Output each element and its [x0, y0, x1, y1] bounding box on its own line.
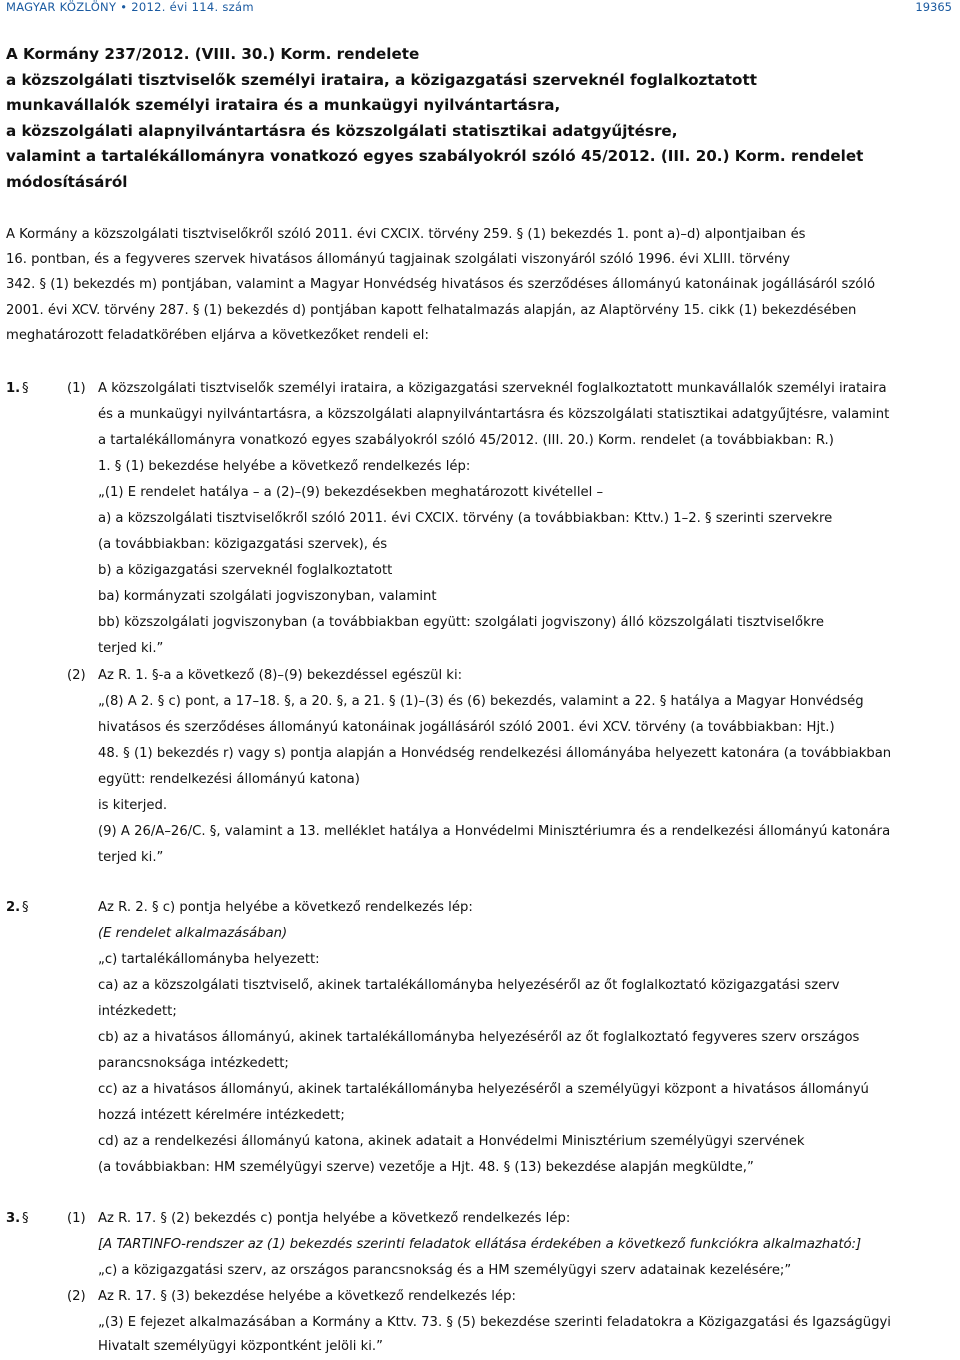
text-line: „(1) E rendelet hatálya – a (2)–(9) bekezdésekben meghatározott kivétellel – [98, 485, 604, 500]
text-line: [A TARTINFO-rendszer az (1) bekezdés szerinti feladatok ellátása érdekében a következő funkciókra alkalmazható:] [98, 1237, 862, 1252]
text-line: cd) az a rendelkezési állományú katona, akinek adatait a Honvédelmi Minisztérium személyügyi szervének [98, 1134, 805, 1149]
text-line: „(8) A 2. § c) pont, a 17–18. §, a 20. §, a 21. § (1)–(3) és (6) bekezdés, valamint a 22. § hatálya a Magyar Honvédség [98, 694, 864, 709]
title-line: a közszolgálati tisztviselők személyi irataira, a közigazgatási szerveknél foglalkoztatott [6, 70, 757, 89]
text-line: ca) az a közszolgálati tisztviselő, akinek tartalékállományba helyezéséről az őt foglalkoztató közigazgatási szerv [98, 978, 840, 993]
text-line: „(3) E fejezet alkalmazásában a Kormány a Kttv. 73. § (5) bekezdése szerinti feladatokra a Közigazgatási és Igazságügyi [98, 1315, 891, 1330]
section-sign: § [22, 900, 29, 915]
section-3 [6, 1206, 956, 1356]
text-line: cb) az a hivatásos állományú, akinek tartalékállományba helyezéséről az őt foglalkoztató fegyveres szerv országos [98, 1030, 860, 1045]
text-line: is kiterjed. [98, 798, 168, 813]
paragraph-label: (1) [67, 381, 86, 396]
text-line: „c) a közigazgatási szerv, az országos parancsnokság és a HM személyügyi szerv adatainak kezelésére;” [98, 1263, 792, 1278]
section-sign: § [22, 381, 29, 396]
section-number: 2. [6, 900, 21, 915]
text-line: Az R. 1. §-a a következő (8)–(9) bekezdéssel egészül ki: [98, 668, 463, 683]
text-line: (9) A 26/A–26/C. §, valamint a 13. melléklet hatálya a Honvédelmi Minisztériumra és a rendelkezési állományú katonára [98, 824, 891, 839]
text-line: (E rendelet alkalmazásában) [98, 926, 288, 941]
text-line: Az R. 17. § (3) bekezdése helyébe a következő rendelkezés lép: [98, 1289, 516, 1304]
text-line: hivatásos és szerződéses állományú katonáinak jogállásáról szóló 2001. évi XCV. törvény (a továbbiakban: Hjt.) [98, 720, 835, 735]
preamble-line: A Kormány a közszolgálati tisztviselőkről szóló 2011. évi CXCIX. törvény 259. § (1) bekezdés 1. pont a)–d) alpontjaiban és [6, 227, 806, 242]
text-line: b) a közigazgatási szerveknél foglalkoztatott [98, 563, 393, 578]
title-line: módosításáról [6, 172, 128, 191]
text-line: a tartalékállományra vonatkozó egyes szabályokról szóló 45/2012. (III. 20.) Korm. rendelet (a továbbiakban: R.) [98, 433, 834, 448]
page-number: 19365 [915, 0, 952, 14]
publication-title: MAGYAR KÖZLÖNY • 2012. évi 114. szám [6, 0, 254, 14]
text-line: (a továbbiakban: HM személyügyi szerve) vezetője a Hjt. 48. § (13) bekezdése alapján megküldte,” [98, 1160, 754, 1175]
text-line: bb) közszolgálati jogviszonyban (a továbbiakban együtt: szolgálati jogviszony) álló közszolgálati tisztviselőkre [98, 615, 824, 630]
section-number: 3. [6, 1211, 21, 1226]
title-line: a közszolgálati alapnyilvántartásra és közszolgálati statisztikai adatgyűjtésre, [6, 121, 678, 140]
section-number: 1. [6, 381, 21, 396]
text-line: intézkedett; [98, 1004, 177, 1019]
text-line: 48. § (1) bekezdés r) vagy s) pontja alapján a Honvédség rendelkezési állományába helyezett katonára (a továbbiakban [98, 746, 892, 761]
text-line: ba) kormányzati szolgálati jogviszonyban, valamint [98, 589, 437, 604]
section-2 [6, 895, 956, 1185]
text-line: hozzá intézett kérelmére intézkedett; [98, 1108, 345, 1123]
preamble-line: 2001. évi XCV. törvény 287. § (1) bekezdés d) pontjában kapott felhatalmazás alapján, az Alaptörvény 15. cikk (1) bekezdésében [6, 302, 857, 318]
decree-title [6, 42, 956, 196]
preamble-line: 16. pontban, és a fegyveres szervek hivatásos állományú tagjainak szolgálati viszonyáról szóló 1996. évi XLIII. törvény [6, 252, 791, 268]
text-line: terjed ki.” [98, 641, 164, 656]
text-line: Hivatalt személyügyi központként jelöli ki.” [98, 1339, 383, 1354]
text-line: és a munkaügyi nyilvántartásra, a közszolgálati alapnyilvántartásra és közszolgálati statisztikai adatgyűjtésre, valamint [98, 407, 890, 422]
preamble-line: 342. § (1) bekezdés m) pontjában, valamint a Magyar Honvédség hivatásos és szerződéses állományú katonáinak jogállásáról szóló [6, 277, 876, 293]
text-line: „c) tartalékállományba helyezett: [98, 952, 320, 967]
title-line: munkavállalók személyi irataira és a munkaügyi nyilvántartásra, [6, 96, 561, 115]
text-line: (a továbbiakban: közigazgatási szervek), és [98, 537, 388, 552]
text-line: terjed ki.” [98, 850, 164, 865]
paragraph-label: (2) [67, 668, 86, 683]
text-line: együtt: rendelkezési állományú katona) [98, 772, 360, 787]
text-line: Az R. 17. § (2) bekezdés c) pontja helyébe a következő rendelkezés lép: [98, 1211, 571, 1226]
text-line: a) a közszolgálati tisztviselőkről szóló 2011. évi CXCIX. törvény (a továbbiakban: Kttv.) 1–2. § szerinti szervekre [98, 511, 833, 526]
text-line: cc) az a hivatásos állományú, akinek tartalékállományba helyezéséről a személyügyi központ a hivatásos állományú [98, 1082, 869, 1097]
preamble-line: meghatározott feladatkörében eljárva a következőket rendeli el: [6, 327, 429, 343]
text-line: A közszolgálati tisztviselők személyi irataira, a közigazgatási szerveknél foglalkoztatott munkavállalók személyi irataira [98, 381, 887, 396]
text-line: parancsnoksága intézkedett; [98, 1056, 289, 1071]
section-1 [6, 376, 956, 866]
title-line: valamint a tartalékállományra vonatkozó egyes szabályokról szóló 45/2012. (III. 20.) Korm. rendelet [6, 147, 864, 166]
section-sign: § [22, 1211, 29, 1226]
paragraph-label: (1) [67, 1211, 86, 1226]
preamble [6, 222, 956, 348]
text-line: Az R. 2. § c) pontja helyébe a következő rendelkezés lép: [98, 900, 473, 915]
page-header [6, 0, 954, 14]
text-line: 1. § (1) bekezdése helyébe a következő rendelkezés lép: [98, 459, 471, 474]
paragraph-label: (2) [67, 1289, 86, 1304]
title-line: A Kormány 237/2012. (VIII. 30.) Korm. rendelete [6, 45, 420, 63]
